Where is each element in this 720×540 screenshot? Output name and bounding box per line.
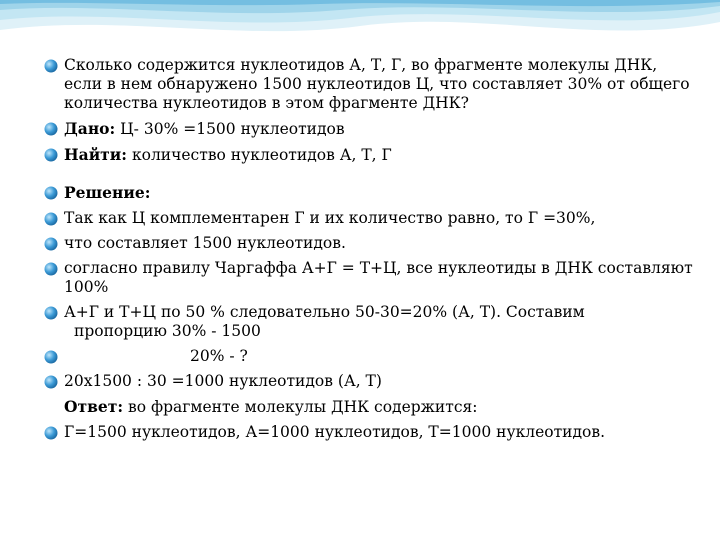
blue-sphere-bullet-icon xyxy=(44,122,58,136)
blue-sphere-bullet-icon xyxy=(44,375,58,389)
step-4-text-line-2: пропорцию 30% - 1500 xyxy=(74,322,261,340)
solution-label: Решение: xyxy=(64,183,151,202)
blue-sphere-bullet-icon xyxy=(44,306,58,320)
list-item-question xyxy=(44,56,694,113)
blue-sphere-bullet-icon xyxy=(44,186,58,200)
blue-sphere-bullet-icon xyxy=(44,59,58,73)
find-text: количество нуклеотидов А, Т, Г xyxy=(127,146,392,164)
step-6-text: 20х1500 : 30 =1000 нуклеотидов (А, Т) xyxy=(64,372,382,390)
step-1-text: Так как Ц комплементарен Г и их количество равно, то Г =30%, xyxy=(64,209,596,227)
list-item-step-6 xyxy=(44,372,694,391)
list-item-step-2 xyxy=(44,234,694,253)
step-4-text-line-1: А+Г и Т+Ц по 50 % следовательно 50-30=20% (А, Т). Составим xyxy=(64,303,585,321)
list-item-step-5 xyxy=(44,347,694,366)
result-text: Г=1500 нуклеотидов, А=1000 нуклеотидов, Т=1000 нуклеотидов. xyxy=(64,423,606,441)
list-item-result xyxy=(44,423,694,442)
step-5-text: 20% - ? xyxy=(190,347,248,365)
step-3-text: согласно правилу Чаргаффа А+Г = Т+Ц, все нуклеотиды в ДНК составляют 100% xyxy=(64,259,693,296)
blue-sphere-bullet-icon xyxy=(44,426,58,440)
answer-text: во фрагменте молекулы ДНК содержится: xyxy=(123,398,478,416)
blue-sphere-bullet-icon xyxy=(44,350,58,364)
given-text: Ц- 30% =1500 нуклеотидов xyxy=(115,120,345,138)
blue-sphere-bullet-icon xyxy=(44,212,58,226)
header-wave-decoration xyxy=(0,0,720,64)
question-text: Сколько содержится нуклеотидов А, Т, Г, во фрагменте молекулы ДНК, если в нем обнаружено 1500 нуклеотидов Ц, что составляет 30% от общего количества нуклеотидов в этом фрагменте ДНК? xyxy=(64,56,690,112)
answer-line xyxy=(44,397,694,417)
blue-sphere-bullet-icon xyxy=(44,237,58,251)
list-item-step-1 xyxy=(44,209,694,228)
blue-sphere-bullet-icon xyxy=(44,262,58,276)
given-label: Дано: xyxy=(64,119,116,138)
list-item-solution xyxy=(44,183,694,203)
answer-label: Ответ: xyxy=(64,397,124,416)
slide-body xyxy=(44,56,694,448)
list-item-find xyxy=(44,145,694,165)
list-item-step-3 xyxy=(44,259,694,297)
list-item-given xyxy=(44,119,694,139)
blue-sphere-bullet-icon xyxy=(44,148,58,162)
list-item-step-4 xyxy=(44,303,694,341)
find-label: Найти: xyxy=(64,145,128,164)
step-2-text: что составляет 1500 нуклеотидов. xyxy=(64,234,346,252)
